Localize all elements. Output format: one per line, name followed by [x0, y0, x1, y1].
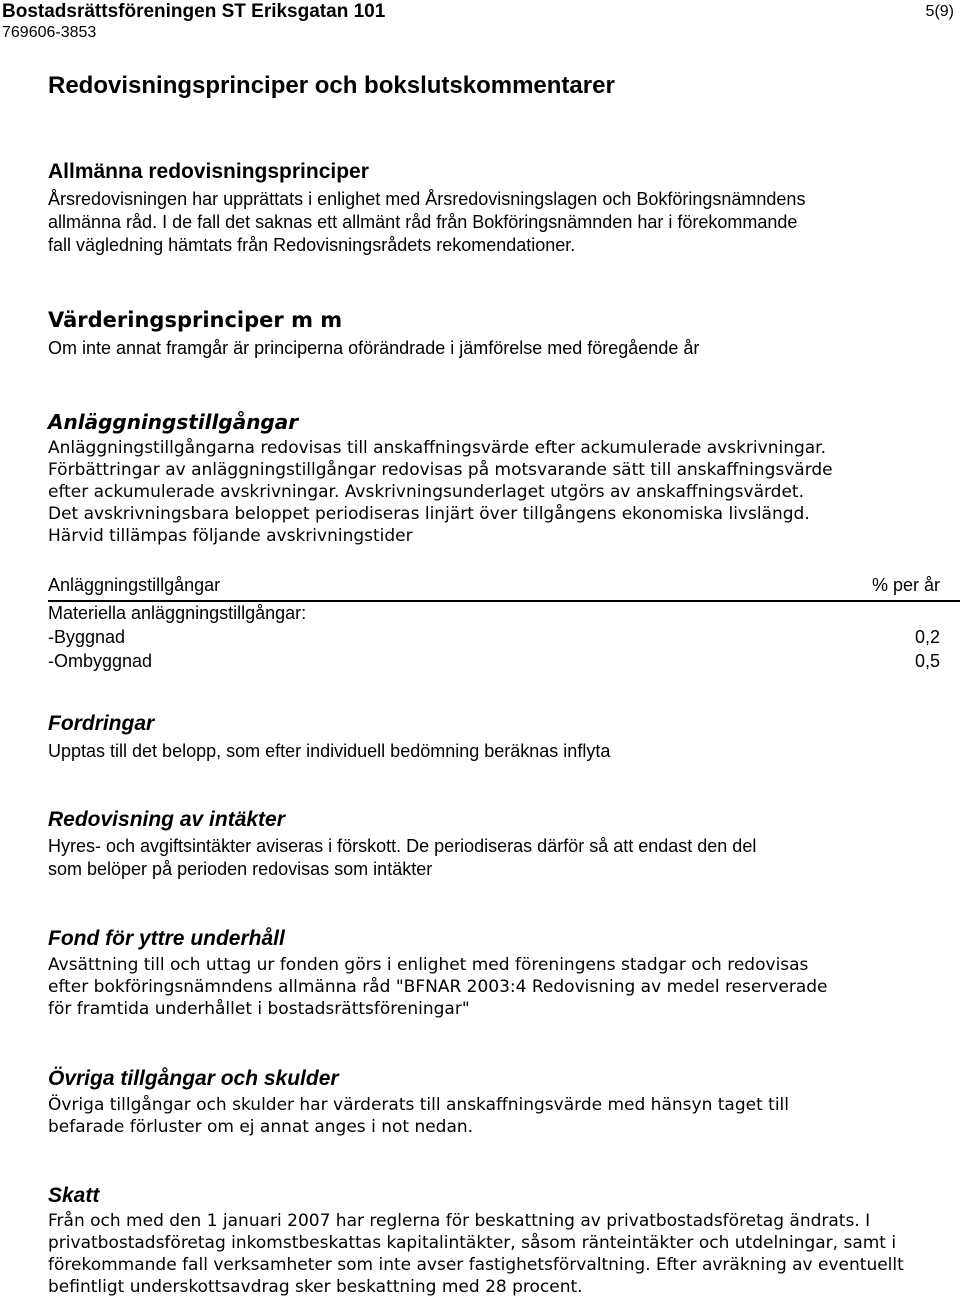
- text-line: för framtida underhållet i bostadsrättsföreningar": [48, 999, 470, 1019]
- paragraph-skatt: [48, 1210, 948, 1298]
- text-line: befarade förluster om ej annat anges i not nedan.: [48, 1117, 474, 1137]
- row-label: -Ombyggnad: [48, 651, 153, 671]
- text-line: Förbättringar av anläggningstillgångar redovisas på motsvarande sätt till anskaffningsvärde: [48, 460, 833, 480]
- heading-allmanna: Allmänna redovisningsprinciper: [48, 160, 369, 183]
- heading-fond: Fond för yttre underhåll: [48, 927, 285, 950]
- row-label: Materiella anläggningstillgångar:: [48, 603, 307, 623]
- paragraph-allmanna: [48, 188, 948, 257]
- text-line: Årsredovisningen har upprättats i enlighet med Årsredovisningslagen och Bokföringsnämndens: [48, 189, 806, 209]
- text-line: Avsättning till och uttag ur fonden görs i enlighet med föreningens stadgar och redovisas: [48, 955, 809, 975]
- text-line: allmänna råd. I de fall det saknas ett allmänt råd från Bokföringsnämnden har i förekommande: [48, 212, 798, 232]
- paragraph-fond: [48, 954, 948, 1020]
- row-value: 0,5: [914, 651, 940, 671]
- column-header-rate: % per år: [871, 575, 940, 595]
- heading-varderingsprinciper: Värderingsprinciper m m: [48, 308, 343, 332]
- heading-fordringar: Fordringar: [48, 712, 155, 735]
- text-line: efter ackumulerade avskrivningar. Avskrivningsunderlaget utgörs av anskaffningsvärdet.: [48, 482, 805, 502]
- text-line: Anläggningstillgångarna redovisas till anskaffningsvärde efter ackumulerade avskrivningar.: [48, 438, 827, 458]
- text-line: förekommande fall verksamheter som inte avser fastighetsförvaltning. Efter avräkning av eventuellt: [48, 1255, 904, 1275]
- text-line: fall vägledning hämtats från Redovisningsrådets rekomendationer.: [48, 235, 576, 255]
- text-line: Upptas till det belopp, som efter individuell bedömning beräknas inflyta: [48, 741, 611, 761]
- heading-ovriga: Övriga tillgångar och skulder: [48, 1067, 339, 1090]
- row-value: 0,2: [914, 627, 940, 647]
- text-line: befintligt underskottsavdrag sker beskattning med 28 procent.: [48, 1277, 583, 1297]
- paragraph-ovriga: [48, 1094, 948, 1138]
- page-number: 5(9): [925, 3, 954, 20]
- text-line: Från och med den 1 januari 2007 har reglerna för beskattning av privatbostadsföretag ändrats. I: [48, 1211, 871, 1231]
- page-title: Redovisningsprinciper och bokslutskommentarer: [48, 72, 615, 99]
- heading-intakter: Redovisning av intäkter: [48, 808, 285, 831]
- table-row: [48, 650, 960, 674]
- text-line: som belöper på perioden redovisas som intäkter: [48, 859, 433, 879]
- row-label: -Byggnad: [48, 627, 126, 647]
- text-line: Om inte annat framgår är principerna oförändrade i jämförelse med föregående år: [48, 338, 700, 358]
- paragraph-fordringar: [48, 740, 948, 763]
- heading-anlaggningstillgangar: Anläggningstillgångar: [48, 410, 299, 434]
- heading-skatt: Skatt: [48, 1184, 100, 1207]
- paragraph-varderingsprinciper: [48, 337, 948, 360]
- text-line: Övriga tillgångar och skulder har värderats till anskaffningsvärde med hänsyn taget till: [48, 1095, 789, 1115]
- text-line: privatbostadsföretag inkomstbeskattas kapitalintäkter, såsom ränteintäkter och utdelningar, samt i: [48, 1233, 897, 1253]
- table-row: [48, 602, 960, 626]
- table-header: [48, 574, 960, 602]
- depreciation-table: [48, 574, 960, 674]
- text-line: efter bokföringsnämndens allmänna råd "BFNAR 2003:4 Redovisning av medel reserverade: [48, 977, 828, 997]
- org-name: Bostadsrättsföreningen ST Eriksgatan 101: [2, 1, 386, 22]
- org-number: 769606-3853: [2, 24, 97, 41]
- text-line: Hyres- och avgiftsintäkter aviseras i förskott. De periodiseras därför så att endast den del: [48, 836, 757, 856]
- text-line: Det avskrivningsbara beloppet periodiseras linjärt över tillgångens ekonomiska livslängd.: [48, 504, 810, 524]
- paragraph-intakter: [48, 835, 948, 881]
- table-row: [48, 626, 960, 650]
- text-line: Härvid tillämpas följande avskrivningstider: [48, 526, 413, 546]
- column-header-asset: Anläggningstillgångar: [48, 575, 221, 595]
- paragraph-anlaggningstillgangar: [48, 437, 948, 547]
